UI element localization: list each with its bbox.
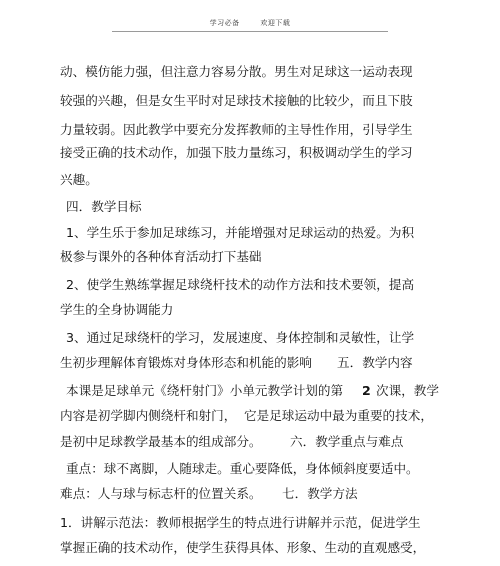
text-line: 1、学生乐于参加足球练习，并能增强对足球运动的热爱。为积 [66, 225, 415, 240]
text-line: 极参与课外的各种体育活动打下基础 [60, 249, 262, 264]
text-line: 接受正确的技术动作，加强下肢力量练习，积极调动学生的学习 [60, 145, 413, 160]
text-line: 1．讲解示范法：教师根据学生的特点进行讲解并示范，促进学生 [60, 515, 421, 530]
section-heading: 六．教学重点与难点 [290, 434, 404, 449]
page-header [0, 18, 500, 28]
lesson-number: 2 [362, 383, 371, 398]
text-line: 兴趣。 [60, 172, 98, 187]
text-line: 2、使学生熟练掌握足球绕杆技术的动作方法和技术要领，提高 [66, 277, 415, 292]
text-line: 重点：球不离脚，人随球走。重心要降低，身体倾斜度要适中。 [66, 461, 419, 476]
text-line: 3、通过足球绕杆的学习，发展速度、身体控制和灵敏性，让学 [66, 330, 415, 345]
text-line: 生初步理解体育锻炼对身体形态和机能的影响 [60, 355, 312, 370]
text-line: 掌握正确的技术动作，使学生获得具体、形象、生动的直观感受， [60, 540, 426, 555]
section-heading: 五．教学内容 [337, 355, 413, 370]
section-heading: 四．教学目标 [66, 199, 142, 214]
header-right-text: 欢迎下载 [260, 19, 291, 27]
text-line: 学生的全身协调能力 [60, 302, 174, 317]
text-line: 难点：人与球与标志杆的位置关系。 [60, 486, 262, 501]
header-divider [112, 31, 388, 32]
text-line: 较强的兴趣，但是女生平时对足球技术接触的比较少，而且下肢 [60, 93, 413, 108]
text-line: 内容是初学脚内侧绕杆和射门， [60, 408, 237, 423]
header-left-text: 学习必备 [209, 19, 240, 27]
text-line: 是初中足球教学最基本的组成部分。 [60, 434, 262, 449]
text-line: 次课，教学 [376, 383, 439, 398]
text-line: 动、模仿能力强，但注意力容易分散。男生对足球这一运动表现 [60, 64, 413, 79]
text-line: 它是足球运动中最为重要的技术， [244, 408, 433, 423]
section-heading: 七．教学方法 [282, 486, 358, 501]
text-line: 力量较弱。因此教学中要充分发挥教师的主导性作用，引导学生 [60, 122, 413, 137]
text-line: 本课是足球单元《绕杆射门》小单元教学计划的第 [66, 383, 344, 398]
